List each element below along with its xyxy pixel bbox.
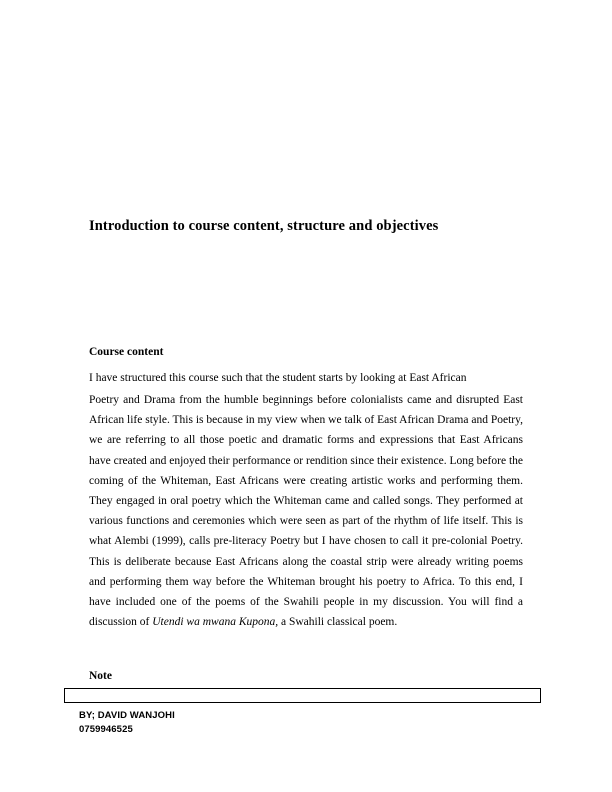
intro-line: I have structured this course such that the student starts by looking at East African <box>89 372 467 384</box>
document-title: Introduction to course content, structure and objectives <box>89 218 439 234</box>
swahili-poem-title-italic: Utendi wa mwana Kupona, <box>152 616 279 629</box>
paragraph-text-main: Poetry and Drama from the humble beginnings before colonialists came and disrupted East African life style. This is because in my view when we talk of East African Drama and Poetry, we are referring to all those poetic and dramatic forms and expressions that East Africans have created and enjoyed their performance or rendition since their existence. Long before the coming of the Whiteman, East Africans were creating artistic works and performing them. They engaged in oral poetry which the Whiteman came and called songs. They performed at various functions and ceremonies which were seen as part of the rhythm of life itself. This is what Alembi (1999), calls pre-literacy Poetry but I have chosen to call it pre-colonial Poetry. This is deliberate because East Africans along the coastal strip were already writing poems and performing them way before the Whiteman brought his poetry to Africa. To this end, I have included one of the poems of the Swahili people in my discussion. You will find a discussion of <box>89 394 523 629</box>
author-name: BY; DAVID WANJOHI <box>79 710 175 721</box>
note-input-box[interactable] <box>64 688 541 703</box>
course-content-paragraph <box>89 390 523 632</box>
phone-number: 0759946525 <box>79 724 133 735</box>
course-content-heading: Course content <box>89 346 164 358</box>
note-heading: Note <box>89 670 112 682</box>
paragraph-text-end: a Swahili classical poem. <box>278 616 398 629</box>
